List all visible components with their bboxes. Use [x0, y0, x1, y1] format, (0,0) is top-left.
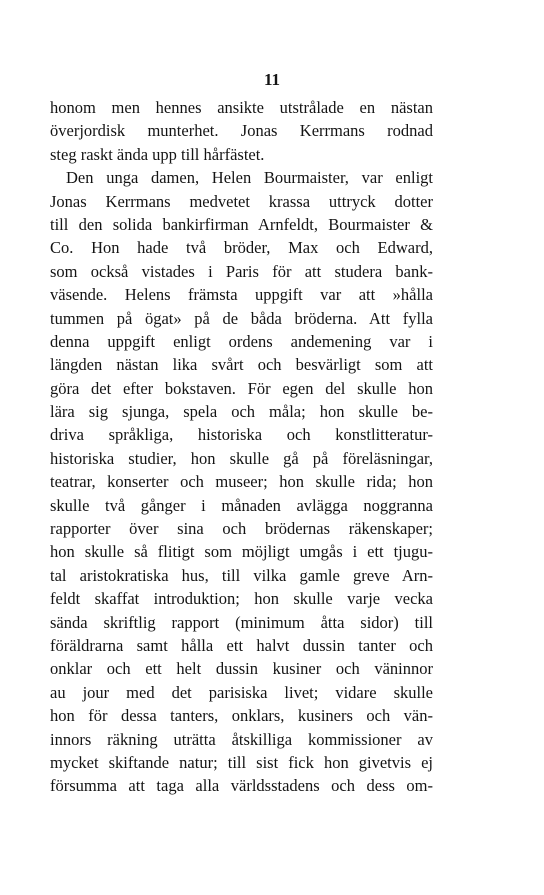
text-line: Co. Hon hade två bröder, Max och Edward, — [50, 238, 433, 258]
text-line: överjordisk munterhet. Jonas Kerrmans rodnad — [50, 121, 433, 141]
text-line: tal aristokratiska hus, till vilka gamle greve Arn- — [50, 565, 433, 585]
text-line: göra det efter bokstaven. För egen del skulle hon — [50, 378, 433, 398]
text-line: föräldrarna samt hålla ett halvt dussin tanter och — [50, 635, 433, 655]
text-line: till den solida bankirfirman Arnfeldt, Bourmaister & — [50, 214, 433, 234]
text-line: rapporter över sina och brödernas räkenskaper; — [50, 519, 433, 539]
text-line: teatrar, konserter och museer; hon skulle rida; hon — [50, 472, 433, 492]
text-line: innors räkning uträtta åtskilliga kommissioner av — [50, 729, 433, 749]
text-line: au jour med det parisiska livet; vidare skulle — [50, 682, 433, 702]
text-line: historiska studier, hon skulle gå på föreläsningar, — [50, 448, 433, 468]
text-line: längden nästan lika svårt och besvärligt som att — [50, 355, 433, 375]
text-line: försumma att taga alla världsstadens och dess om- — [50, 776, 433, 796]
text-line: sända skriftlig rapport (minimum åtta sidor) till — [50, 612, 433, 632]
text-line: Jonas Kerrmans medvetet krassa uttryck dotter — [50, 191, 433, 211]
text-line: denna uppgift enligt ordens andemening var i — [50, 331, 433, 351]
body-text — [50, 96, 433, 798]
text-line: skulle två gånger i månaden avlägga noggranna — [50, 495, 433, 515]
text-line: honom men hennes ansikte utstrålade en nästan — [50, 98, 433, 117]
text-line: som också vistades i Paris för att studera bank- — [50, 261, 433, 281]
text-line: väsende. Helens främsta uppgift var att »hålla — [50, 285, 433, 305]
text-line: lära sig sjunga, spela och måla; hon skulle be- — [50, 402, 433, 422]
text-line: hon för dessa tanters, onklars, kusiners och vän- — [50, 706, 433, 726]
text-line: driva språkliga, historiska och konstlitteratur- — [50, 425, 433, 445]
text-line: hon skulle så flitigt som möjligt umgås i ett tjugu- — [50, 542, 433, 562]
page-number: 11 — [263, 70, 281, 89]
text-line: feldt skaffat introduktion; hon skulle varje vecka — [50, 589, 433, 609]
text-line: Den unga damen, Helen Bourmaister, var enligt — [66, 168, 433, 188]
text-line: onklar och ett helt dussin kusiner och väninnor — [50, 659, 433, 679]
text-line: tummen på ögat» på de båda bröderna. Att fylla — [50, 308, 433, 328]
text-line: mycket skiftande natur; till sist fick hon givetvis ej — [50, 752, 433, 772]
text-line: steg raskt ända upp till hårfästet. — [50, 144, 265, 164]
